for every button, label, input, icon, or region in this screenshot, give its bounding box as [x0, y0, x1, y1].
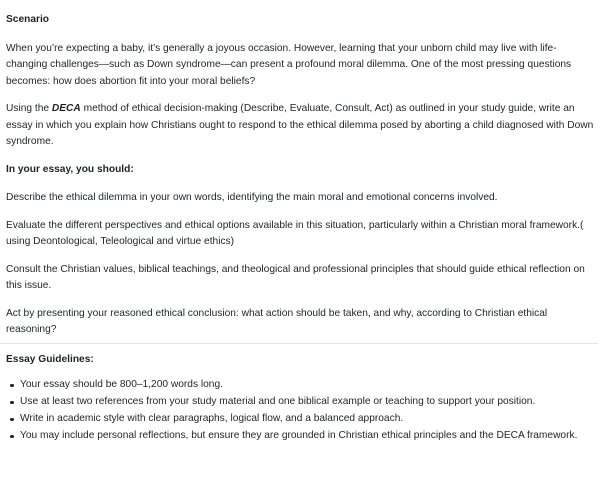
act-paragraph: Act by presenting your reasoned ethical conclusion: what action should be taken, and why, according to Christian ethical reasoning? — [6, 307, 548, 335]
section-divider — [0, 343, 598, 344]
consult-paragraph: Consult the Christian values, biblical teachings, and theological and professional principles that should guide ethical reflection on this issue. — [6, 263, 585, 291]
guideline-item: Write in academic style with clear paragraphs, logical flow, and a balanced approach. — [20, 411, 596, 428]
scenario-heading: Scenario — [6, 14, 50, 25]
essay-should-heading: In your essay, you should: — [6, 163, 134, 175]
scenario-paragraph: When you’re expecting a baby, it’s generally a joyous occasion. However, learning that your unborn child may live with life-changing challenges—such as Down syndrome—can present a profound moral dilemma. One of the most pressing questions becomes: how does abortion fit into your moral beliefs? — [6, 42, 572, 87]
guideline-item: You may include personal reflections, but ensure they are grounded in Christian ethical principles and the DECA framework. — [20, 428, 596, 445]
describe-paragraph: Describe the ethical dilemma in your own words, identifying the main moral and emotional concerns involved. — [6, 192, 498, 203]
instructions-prefix: Using the — [6, 103, 52, 114]
instructions-suffix: method of ethical decision-making (Describe, Evaluate, Consult, Act) as outlined in your study guide, write an essay in which you explain how Christians ought to respond to the ethical dilemma posed by aborting a child diagnosed with Down syndrome. — [6, 103, 594, 147]
instructions-paragraph — [6, 101, 596, 151]
guidelines-heading: Essay Guidelines: — [6, 353, 94, 365]
evaluate-paragraph: Evaluate the different perspectives and ethical options available in this situation, particularly within a Christian moral framework.( using Deontological, Teleological and virtue ethics) — [6, 219, 584, 247]
guidelines-list — [6, 377, 596, 445]
guideline-item: Use at least two references from your study material and one biblical example or teaching to support your position. — [20, 394, 596, 411]
deca-term: DECA — [51, 103, 81, 114]
guideline-item: Your essay should be 800–1,200 words long. — [20, 377, 596, 394]
